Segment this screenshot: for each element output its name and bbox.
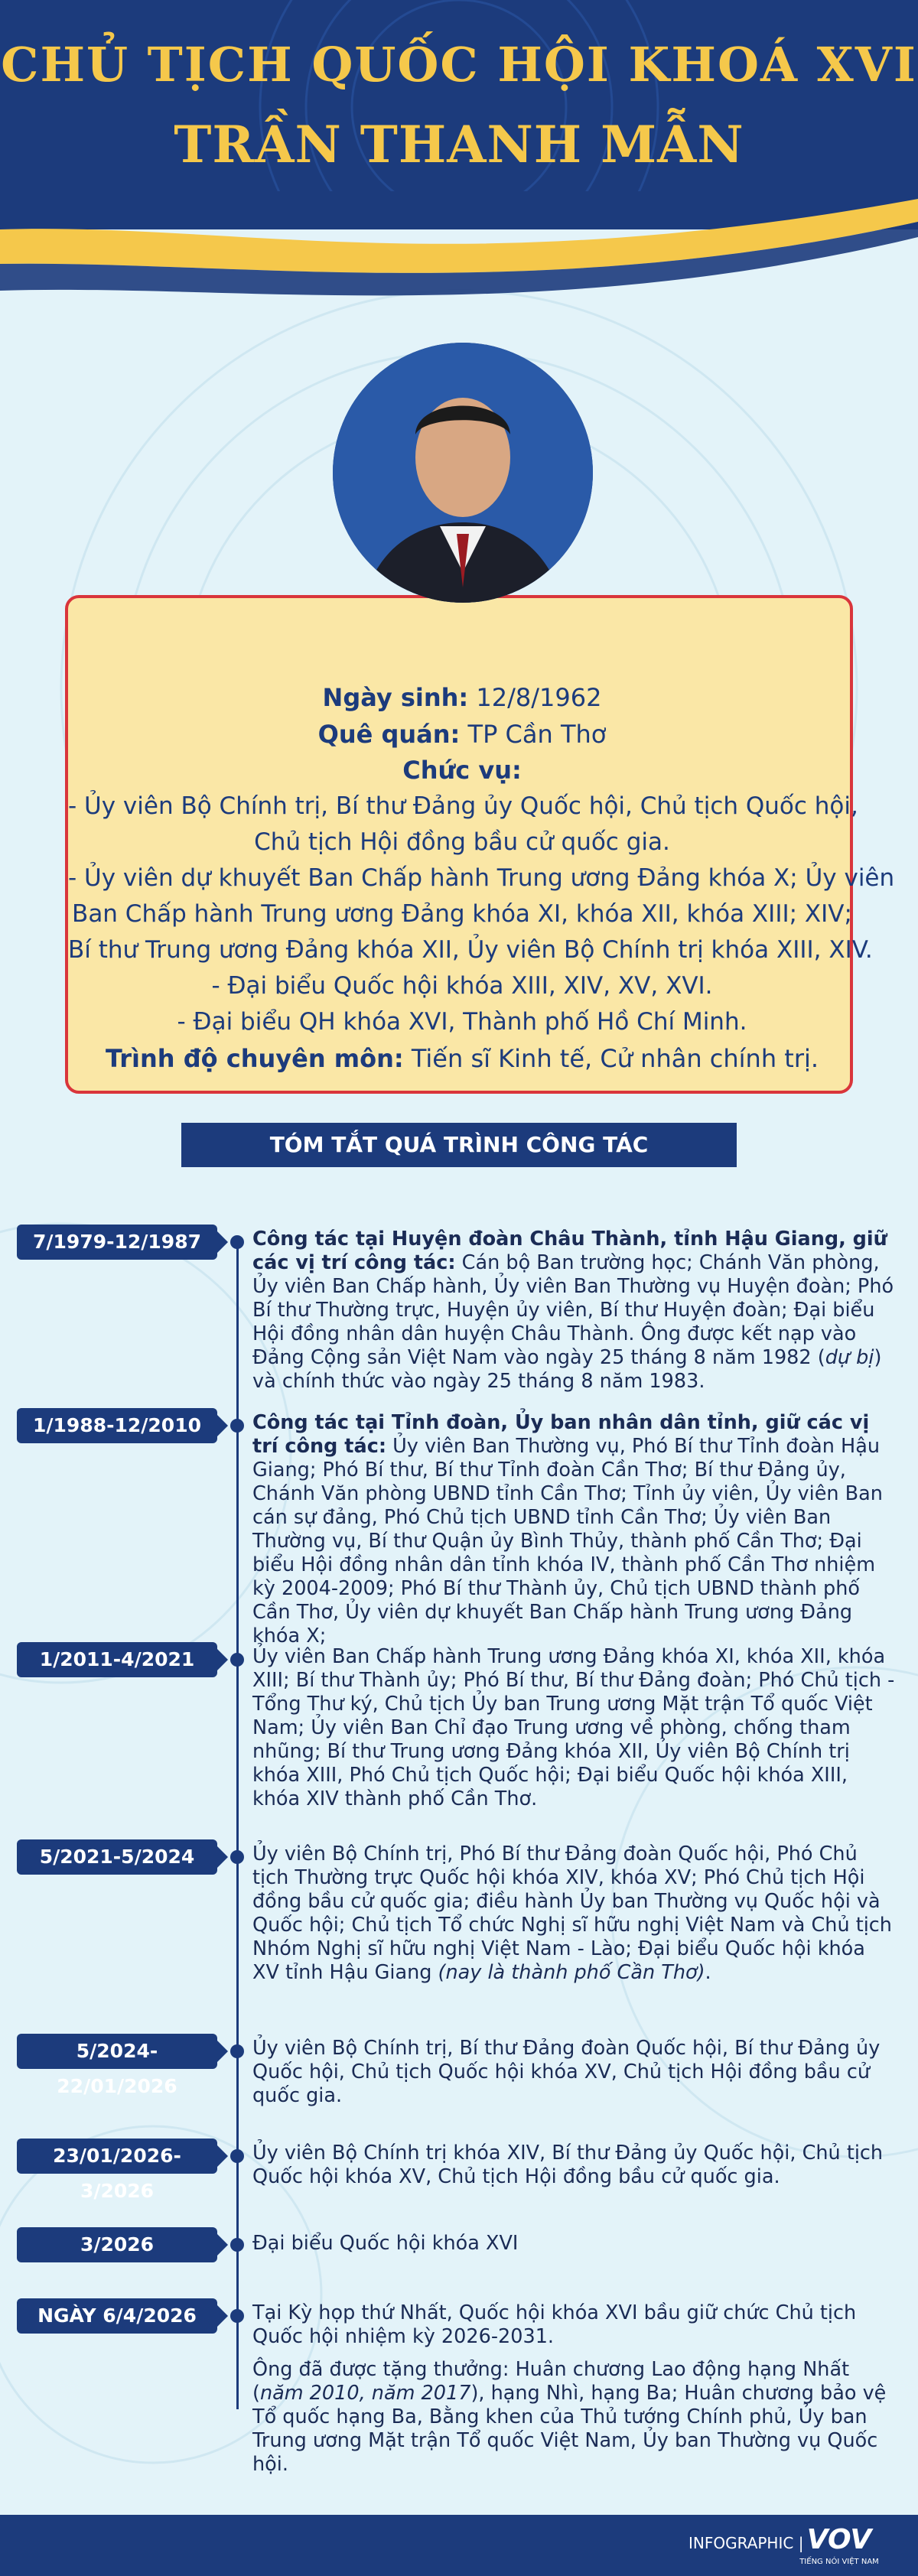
section-title: TÓM TẮT QUÁ TRÌNH CÔNG TÁC (181, 1123, 737, 1167)
education-line (68, 1042, 856, 1075)
position-line: Chủ tịch Hội đồng bầu cử quốc gia. (254, 828, 670, 856)
vov-logo (782, 2519, 897, 2570)
position-line: Ban Chấp hành Trung ương Đảng khóa XI, khóa XII, khóa XIII; XIV; (72, 900, 852, 928)
birth-value: 12/8/1962 (468, 683, 602, 712)
timeline-dot (230, 1653, 244, 1667)
position-line: Bí thư Trung ương Đảng khóa XII, Ủy viên Bộ Chính trị khóa XIII, XIV. (68, 936, 873, 964)
footer-label: INFOGRAPHIC | (688, 2534, 804, 2552)
birth-label: Ngày sinh: (322, 683, 469, 712)
timeline-dot (230, 1235, 244, 1249)
timeline-dot (230, 2044, 244, 2058)
positions-label: Chức vụ: (402, 756, 522, 785)
timeline-entry: Đại biểu Quốc hội khóa XVI (252, 2232, 519, 2255)
position-line: - Đại biểu QH khóa XVI, Thành phố Hồ Chí Minh. (177, 1008, 747, 1036)
timeline-entry: Công tác tại Huyện đoàn Châu Thành, tỉnh Hậu Giang, giữ các vị trí công tác: Cán bộ Ban trường học; Chánh Văn phòng, Ủy viên Ban Chấp hành, Ủy viên Ban Thường vụ Huyện đoàn; Phó Bí thư Thường trực, Huyện ủy viên, Bí thư Huyện đoàn; Đại biểu Hội đồng nhân dân huyện Châu Thành. Ông được kết nạp vào Đảng Cộng sản Việt Nam vào ngày 25 tháng 8 năm 1982 (dự bị) và chính thức vào ngày 25 tháng 8 năm 1983. (252, 1228, 894, 1393)
hometown-value: TP Cần Thơ (460, 720, 607, 749)
timeline-entry: Ủy viên Ban Chấp hành Trung ương Đảng khóa XI, khóa XII, khóa XIII; Bí thư Thành ủy; Phó Bí thư, Bí thư Đảng đoàn; Phó Chủ tịch - Tổng Thư ký, Chủ tịch Ủy ban Trung ương Mặt trận Tổ quốc Việt Nam; Ủy viên Ban Chỉ đạo Trung ương về phòng, chống tham nhũng; Bí thư Trung ương Đảng khóa XII, Ủy viên Bộ Chính trị khóa XIII, Phó Chủ tịch Quốc hội; Đại biểu Quốc hội khóa XIII, khóa XIV thành phố Cần Thơ. (252, 1645, 895, 1810)
hometown-label: Quê quán: (317, 720, 461, 749)
title-line-1: CHỦ TỊCH QUỐC HỘI KHOÁ XVI (1, 37, 917, 93)
timeline-dot (230, 1419, 244, 1433)
education-label: Trình độ chuyên môn: (105, 1044, 404, 1073)
position-line: - Đại biểu Quốc hội khóa XIII, XIV, XV, XVI. (211, 972, 713, 1000)
logo-text: VOV (806, 2524, 872, 2555)
timeline-dot (230, 1850, 244, 1864)
timeline-dot (230, 2149, 244, 2163)
portrait-photo (333, 343, 593, 603)
timeline-axis (236, 1239, 239, 2409)
timeline-date: 5/2021-5/2024 (17, 1839, 217, 1875)
timeline-entry: Công tác tại Tỉnh đoàn, Ủy ban nhân dân tỉnh, giữ các vị trí công tác: Ủy viên Ban Thường vụ, Phó Bí thư Tỉnh đoàn Hậu Giang; Phó Bí thư, Bí thư Tỉnh đoàn Cần Thơ; Bí thư Đảng ủy, Chánh Văn phòng UBND tỉnh Cần Thơ; Tỉnh ủy viên, Ủy viên Ban cán sự đảng, Phó Chủ tịch UBND tỉnh Cần Thơ; Ủy viên Ban Thường vụ, Bí thư Quận ủy Bình Thủy, thành phố Cần Thơ; Đại biểu Hội đồng nhân dân tỉnh khóa IV, thành phố Cần Thơ nhiệm kỳ 2004-2009; Phó Bí thư Thành ủy, Chủ tịch UBND thành phố Cần Thơ, Ủy viên dự khuyết Ban Chấp hành Trung ương Đảng khóa X; (252, 1411, 883, 1647)
timeline-entry: Ủy viên Bộ Chính trị, Bí thư Đảng đoàn Quốc hội, Bí thư Đảng ủy Quốc hội, Chủ tịch Quốc hội khóa XV, Chủ tịch Hội đồng bầu cử quốc gia. (252, 2037, 881, 2107)
timeline-date: 5/2024-22/01/2026 (17, 2034, 217, 2069)
title-line-2: TRẦN THANH MẪN (174, 115, 744, 174)
timeline-entry: Tại Kỳ họp thứ Nhất, Quốc hội khóa XVI bầu giữ chức Chủ tịch Quốc hội nhiệm kỳ 2026-2031. Ông đã được tặng thưởng: Huân chương Lao động hạng Nhất (năm 2010, năm 2017), hạng Nhì, hạng Ba; Huân chương bảo vệ Tổ quốc hạng Ba, Bằng khen của Thủ tướng Chính phủ, Ủy ban Trung ương Mặt trận Tổ quốc Việt Nam, Ủy ban Thường vụ Quốc hội. (252, 2301, 887, 2476)
timeline-date: NGÀY 6/4/2026 (17, 2298, 217, 2334)
hometown-line (68, 717, 856, 751)
timeline-date: 1/1988-12/2010 (17, 1408, 217, 1443)
logo-subtext: TIẾNG NÓI VIỆT NAM (799, 2558, 879, 2566)
position-line: - Ủy viên dự khuyết Ban Chấp hành Trung ương Đảng khóa X; Ủy viên (68, 864, 895, 892)
timeline-date: 3/2026 (17, 2227, 217, 2262)
timeline-entry: Ủy viên Bộ Chính trị khóa XIV, Bí thư Đảng ủy Quốc hội, Chủ tịch Quốc hội khóa XV, Chủ tịch Hội đồng bầu cử quốc gia. (252, 2142, 884, 2188)
birth-line (68, 681, 856, 714)
timeline-dot (230, 2238, 244, 2252)
header-wave (0, 191, 918, 367)
timeline-date: 1/2011-4/2021 (17, 1642, 217, 1677)
education-value: Tiến sĩ Kinh tế, Cử nhân chính trị. (403, 1044, 819, 1073)
timeline-dot (230, 2309, 244, 2323)
timeline-date: 7/1979-12/1987 (17, 1225, 217, 1260)
timeline-entry: Ủy viên Bộ Chính trị, Phó Bí thư Đảng đoàn Quốc hội, Phó Chủ tịch Thường trực Quốc hội khóa XIV, khóa XV; Phó Chủ tịch Hội đồng bầu cử quốc gia; điều hành Ủy ban Thường vụ Quốc hội và Quốc hội; Chủ tịch Tổ chức Nghị sĩ hữu nghị Việt Nam và Chủ tịch Nhóm Nghị sĩ hữu nghị Việt Nam - Lào; Đại biểu Quốc hội khóa XV tỉnh Hậu Giang (nay là thành phố Cần Thơ). (252, 1843, 892, 1984)
timeline-date: 23/01/2026-3/2026 (17, 2139, 217, 2174)
position-line: - Ủy viên Bộ Chính trị, Bí thư Đảng ủy Quốc hội, Chủ tịch Quốc hội, (68, 792, 858, 820)
profile-info-box (65, 595, 895, 1094)
